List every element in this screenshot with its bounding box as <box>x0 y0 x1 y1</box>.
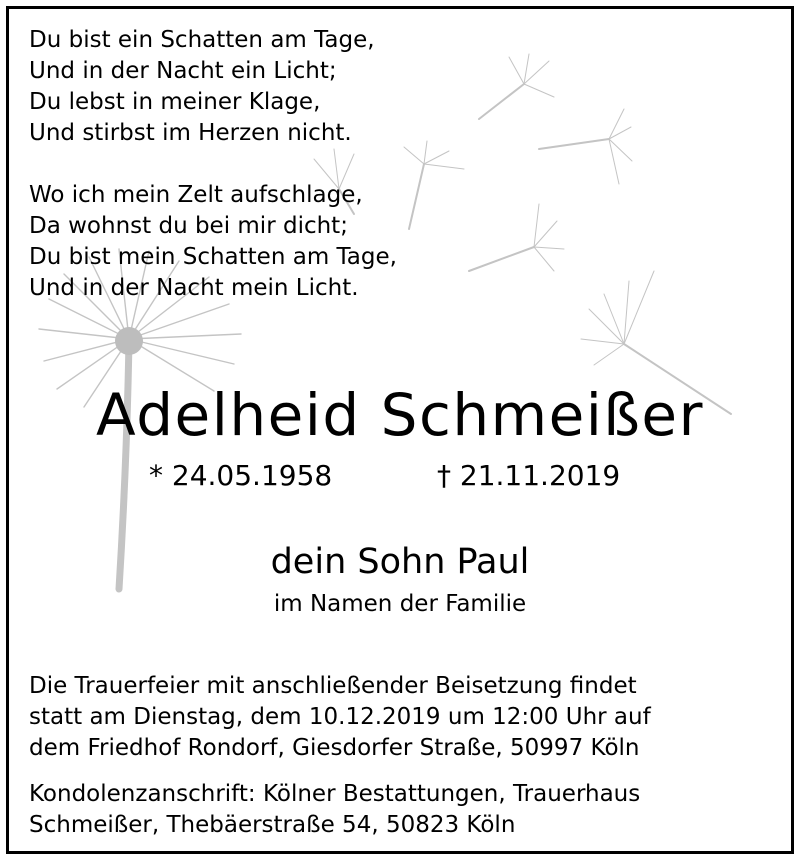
poem-line: Da wohnst du bei mir dicht; <box>29 213 348 239</box>
signer-name: dein Sohn Paul <box>270 542 530 582</box>
deceased-name: Adelheid Schmeißer <box>96 381 704 449</box>
poem-stanza <box>29 25 397 149</box>
poem-line: Und in der Nacht ein Licht; <box>29 58 337 84</box>
poem-line: Du bist ein Schatten am Tage, <box>29 27 375 53</box>
condolence-address <box>29 779 777 841</box>
poem <box>29 25 397 335</box>
poem-line: Du lebst in meiner Klage, <box>29 89 321 115</box>
death-date: † 21.11.2019 <box>437 459 621 492</box>
condolence-line: Schmeißer, Thebäerstraße 54, 50823 Köln <box>29 812 516 838</box>
ceremony-line: dem Friedhof Rondorf, Giesdorfer Straße, 50997 Köln <box>29 735 640 761</box>
poem-line: Und stirbst im Herzen nicht. <box>29 120 352 146</box>
poem-line: Und in der Nacht mein Licht. <box>29 275 359 301</box>
poem-line: Du bist mein Schatten am Tage, <box>29 244 397 270</box>
ceremony-info <box>29 671 777 764</box>
birth-date: * 24.05.1958 <box>149 459 333 492</box>
poem-line: Wo ich mein Zelt aufschlage, <box>29 182 363 208</box>
ceremony-line: statt am Dienstag, dem 10.12.2019 um 12:00 Uhr auf <box>29 704 651 730</box>
poem-stanza <box>29 180 397 304</box>
ceremony-line: Die Trauerfeier mit anschließender Beisetzung findet <box>29 673 637 699</box>
condolence-line: Kondolenzanschrift: Kölner Bestattungen, Trauerhaus <box>29 781 641 807</box>
obituary-frame <box>6 6 794 854</box>
signer-note: im Namen der Familie <box>273 591 527 617</box>
